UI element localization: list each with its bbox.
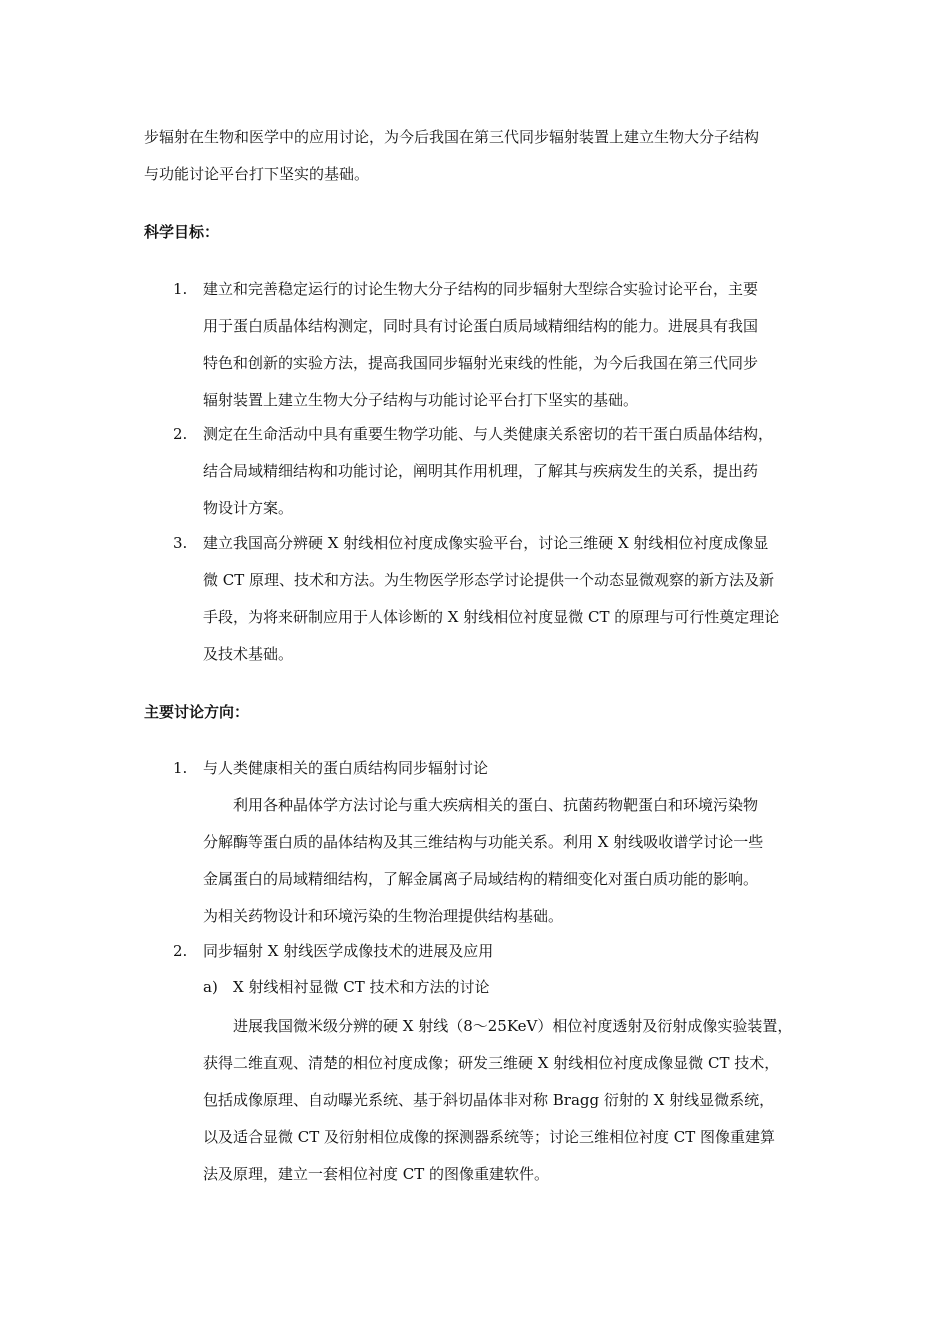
direction-line: 为相关药物设计和环境污染的生物治理提供结构基础。: [203, 907, 564, 925]
list-number: 1.: [173, 759, 188, 777]
section-heading-goals: 科学目标：: [144, 223, 220, 241]
list-number: 3.: [173, 534, 188, 552]
intro-line: 与功能讨论平台打下坚实的基础。: [144, 165, 370, 183]
direction-line: 金属蛋白的局域精细结构，了解金属离子局域结构的精细变化对蛋白质功能的影响。: [203, 870, 759, 888]
goal-line: 建立和完善稳定运行的讨论生物大分子结构的同步辐射大型综合实验讨论平台，主要: [203, 280, 759, 298]
direction-line: 分解酶等蛋白质的晶体结构及其三维结构与功能关系。利用 X 射线吸收谱学讨论一些: [203, 833, 764, 851]
list-number: 2.: [173, 942, 188, 960]
goal-line: 手段，为将来研制应用于人体诊断的 X 射线相位衬度显微 CT 的原理与可行性奠定理论: [203, 608, 780, 626]
sub-list-label: a): [203, 978, 218, 996]
direction-title: 与人类健康相关的蛋白质结构同步辐射讨论: [203, 759, 489, 777]
direction-line: 进展我国微米级分辨的硬 X 射线（8～25KeV）相位衬度透射及衍射成像实验装置，: [233, 1017, 793, 1035]
goal-line: 物设计方案。: [203, 499, 294, 517]
goal-line: 用于蛋白质晶体结构测定，同时具有讨论蛋白质局域精细结构的能力。进展具有我国: [203, 317, 759, 335]
direction-line: 利用各种晶体学方法讨论与重大疾病相关的蛋白、抗菌药物靶蛋白和环境污染物: [233, 796, 759, 814]
goal-line: 特色和创新的实验方法，提高我国同步辐射光束线的性能，为今后我国在第三代同步: [203, 354, 759, 372]
sub-list-title: X 射线相衬显微 CT 技术和方法的讨论: [233, 978, 490, 996]
direction-line: 以及适合显微 CT 及衍射相位成像的探测器系统等；讨论三维相位衬度 CT 图像重建算: [203, 1128, 776, 1146]
direction-line: 包括成像原理、自动曝光系统、基于斜切晶体非对称 Bragg 衍射的 X 射线显微系统，: [203, 1091, 775, 1109]
section-heading-directions: 主要讨论方向：: [144, 703, 250, 721]
list-number: 1.: [173, 280, 188, 298]
goal-line: 测定在生命活动中具有重要生物学功能、与人类健康关系密切的若干蛋白质晶体结构，: [203, 425, 774, 443]
direction-line: 法及原理，建立一套相位衬度 CT 的图像重建软件。: [203, 1165, 550, 1183]
goal-line: 及技术基础。: [203, 645, 294, 663]
list-number: 2.: [173, 425, 188, 443]
direction-title: 同步辐射 X 射线医学成像技术的进展及应用: [203, 942, 494, 960]
goal-line: 辐射装置上建立生物大分子结构与功能讨论平台打下坚实的基础。: [203, 391, 639, 409]
goal-line: 结合局域精细结构和功能讨论，阐明其作用机理，了解其与疾病发生的关系，提出药: [203, 462, 759, 480]
direction-line: 获得二维直观、清楚的相位衬度成像；研发三维硬 X 射线相位衬度成像显微 CT 技术，: [203, 1054, 780, 1072]
intro-line: 步辐射在生物和医学中的应用讨论，为今后我国在第三代同步辐射装置上建立生物大分子结构: [144, 128, 760, 146]
goal-line: 微 CT 原理、技术和方法。为生物医学形态学讨论提供一个动态显微观察的新方法及新: [203, 571, 775, 589]
goal-line: 建立我国高分辨硬 X 射线相位衬度成像实验平台，讨论三维硬 X 射线相位衬度成像显: [203, 534, 769, 552]
